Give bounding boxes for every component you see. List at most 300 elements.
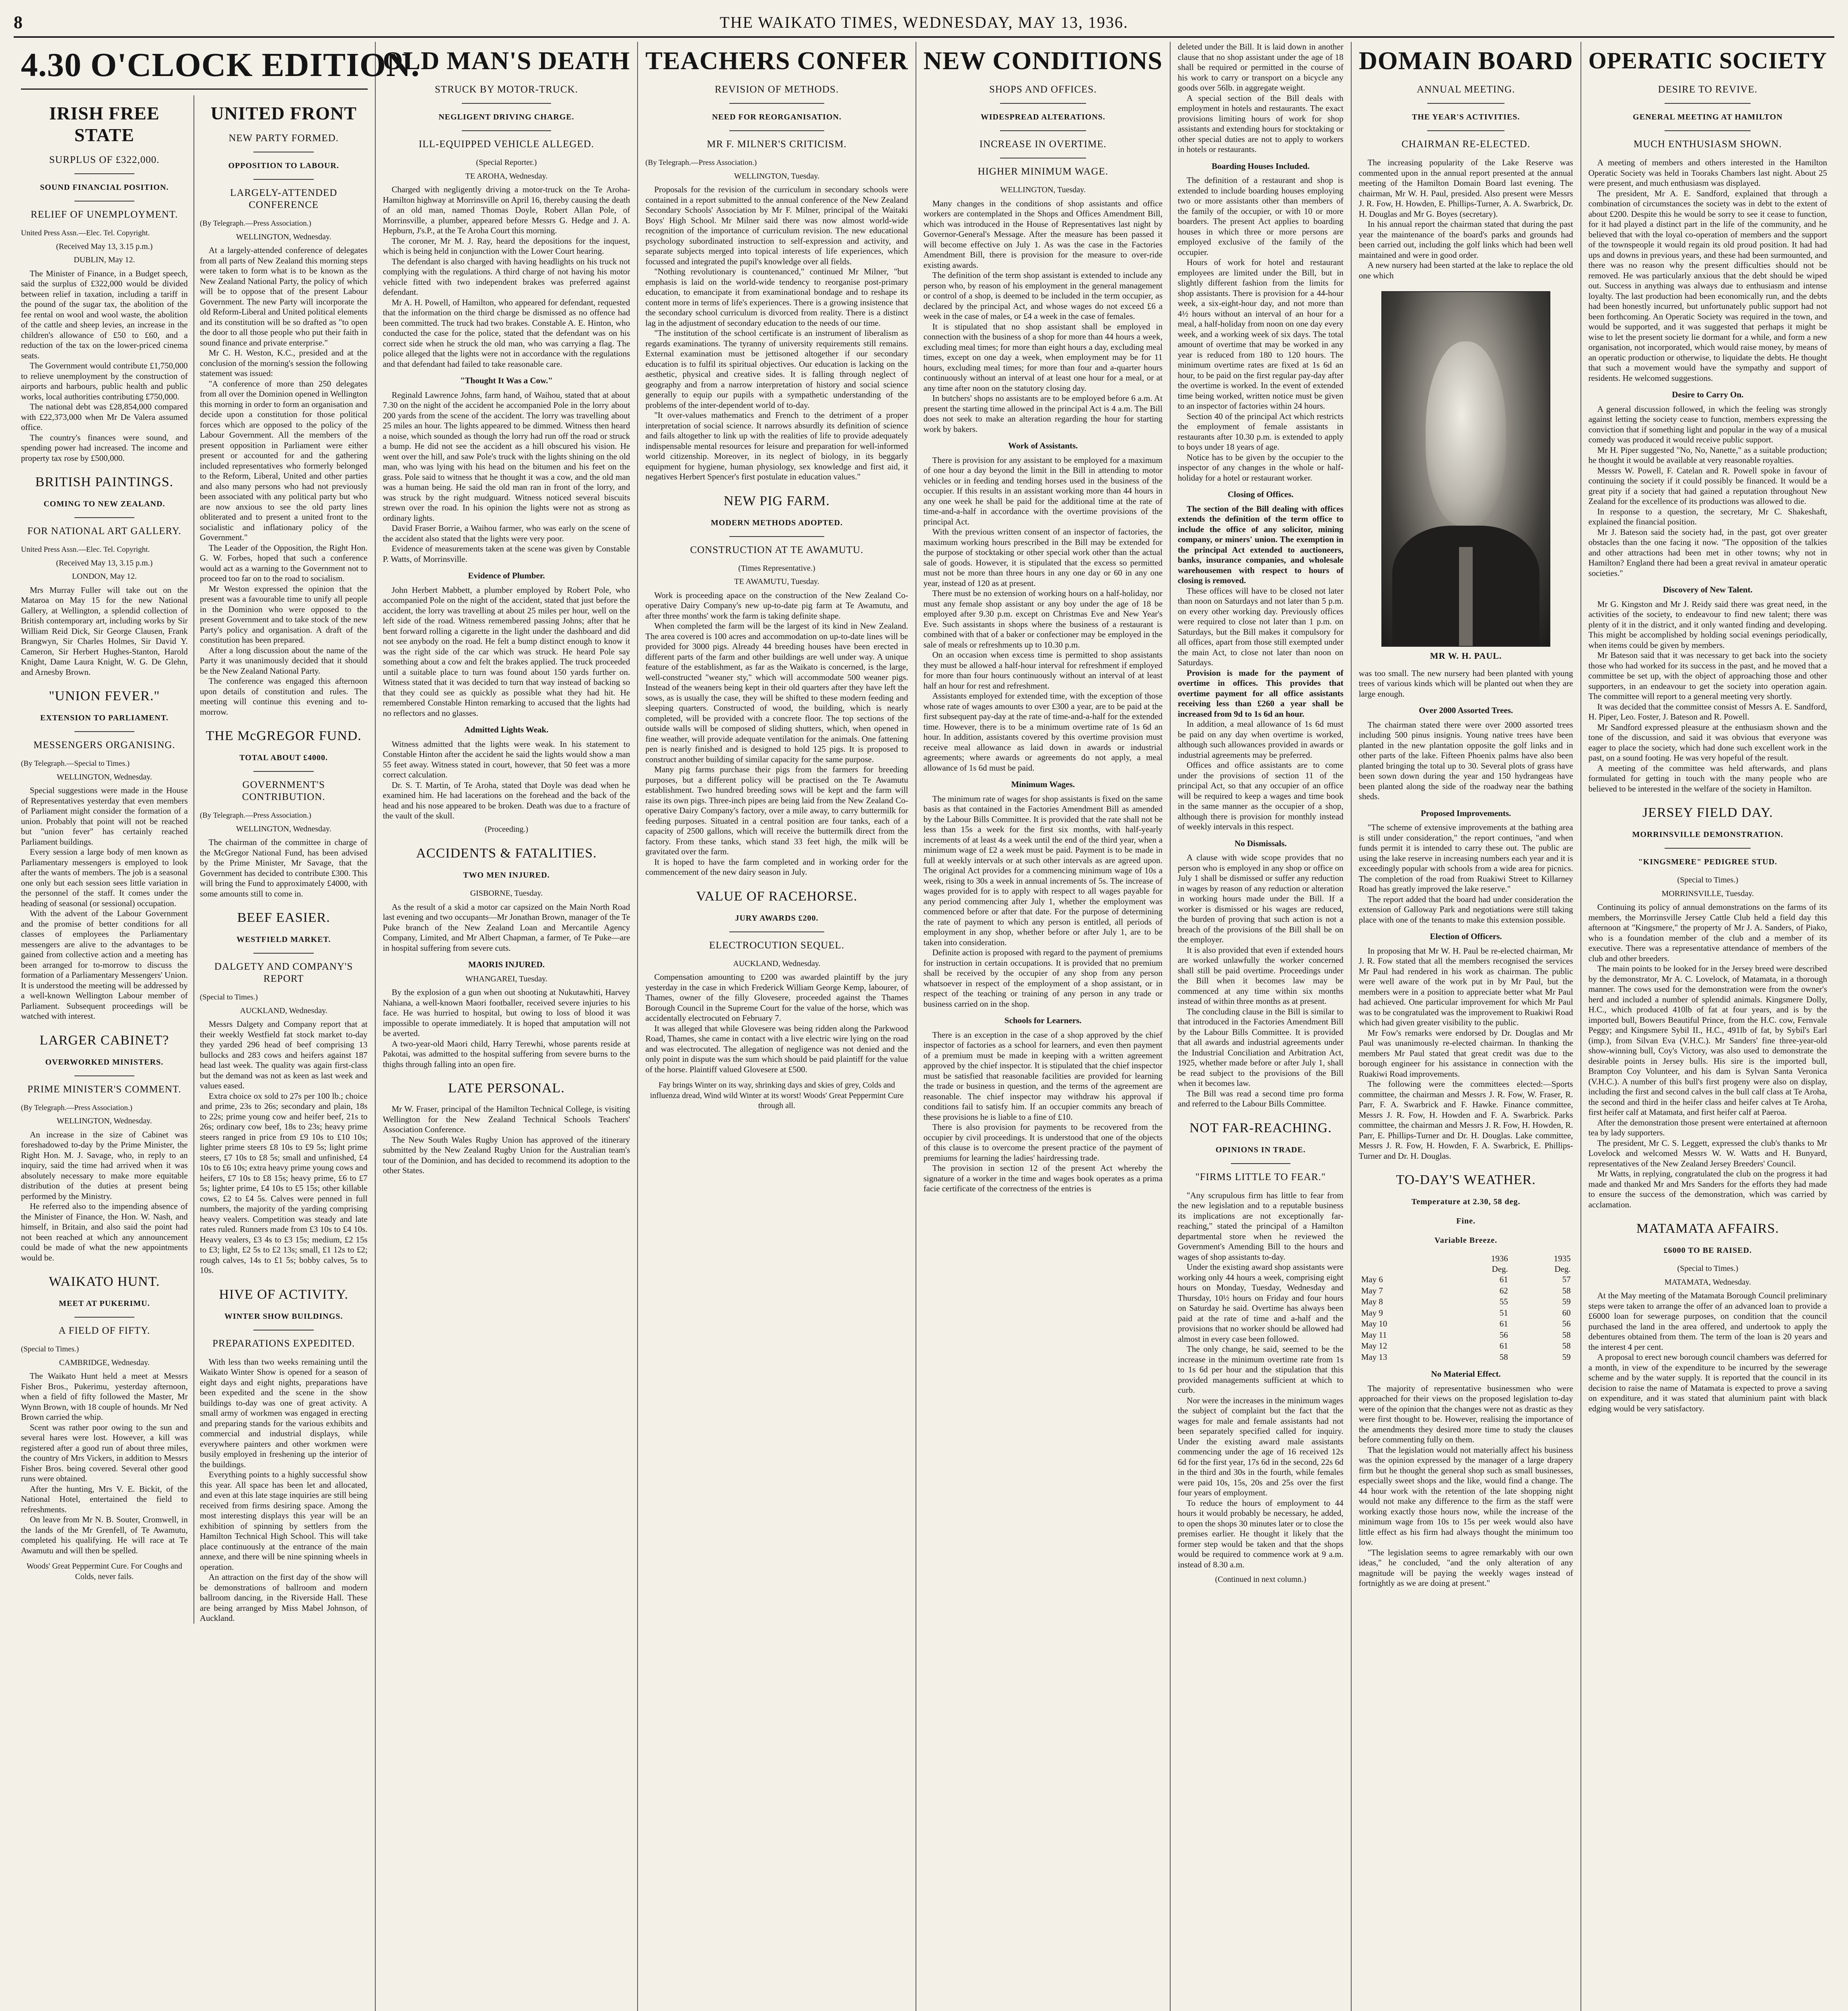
paragraph: Assistants employed for extended time, with the exception of those whose rate of wages amounts to over £300 a year, are to be paid at the first subsequent pay-day at the rate of time-and-a-half for the extended time. However, there is to be a minimum overtime rate of 1s 6d an hour. In addition, assistants covered by this overtime provision must receive meal allowance as laid down in awards or industrial agreements; where awards or agreements do not apply, a meal allowance of 1s 6d must be paid. [923,691,1163,773]
paragraph: The majority of representative businessmen who were approached for their views on the proposed legislation to-day were of the opinion that the changes were not as drastic as they were first thought to be. However, realising the importance of the amendments they desired more time to study the clauses before commenting fully on them. [1358,1383,1573,1444]
edition-block [14,42,420,2011]
table-header: 1936 [1491,1254,1508,1263]
divider [1000,103,1086,104]
paragraph: The New South Wales Rugby Union has approved of the itinerary submitted by the New Zealand Rugby Union for the Australian team's tour of the Dominion, and has decided to recommend its adoption to the other States. [383,1135,630,1175]
article-british-paintings [21,474,188,677]
table-row [1359,1352,1573,1363]
deck: MESSENGERS ORGANISING. [33,740,175,751]
headline: HIVE OF ACTIVITY. [219,1287,348,1302]
subheading: Discovery of New Talent. [1663,585,1753,594]
article-teachers-confer [645,46,908,482]
paragraph: Mr Watts, in replying, congratulated the club on the progress it had made and thanked Mr and Mrs Sanders for the efforts they had made to ensure the success of the demonstration, which was carried by acclamation. [1588,1169,1827,1209]
table-cell: May 13 [1361,1352,1387,1362]
column-8 [1581,42,1834,2011]
paragraph: The main points to be looked for in the Jersey breed were described by the demonstrator, Mr A. C. Lovelock, of Matamata, in a thorough manner. The cows used for the demonstration were from the owner's herd and included a number of splendid animals. Kingsmere Dolly, H.C., which produced 410lb of fat at four years, and is by the imported bull, Bowers Beautiful Prince, from the H.C. cow, Fernvale Peggy; and Kingsmere Sybil II., H.C., 491lb of fat, by Sybil's Earl (imp.), from Silvan Eva (V.H.C.). Mr Sanders' fine three-year-old show-winning bull, Coy's Victory, was also used to demonstrate the desirable points in Jersey bulls. His sire is the imported bull, Brampton Coy Volunteer, and his dam is Sylvan Santa Veronica (V.H.C.). A number of this bull's first progeny were also on display, including the first and second calves in the bull calf class at Te Aroha, the second and third in the heifer class and heifer calves at Te Aroha, first heifer calf at Matamata, and first heifer calf at Paeroa. [1588,964,1827,1117]
paragraph: Continuing its policy of annual demonstrations on the farms of its members, the Morrinsville Jersey Cattle Club held a field day this afternoon at "Kingsmere," the property of Mr J. A. Sanders, of Piako, who is a foundation member of the club and a member of its executive. There was a representative attendance of members of the club and other breeders. [1588,902,1827,963]
headline: THE McGREGOR FUND. [206,728,362,743]
dateline: WELLINGTON, Wednesday. [236,232,331,241]
paragraph: Mr H. Piper suggested "No, No, Nanette," as a suitable production; he thought it would be available at very reasonable royalties. [1588,445,1827,465]
paragraph: The defendant is also charged with having headlights on his truck not complying with the regulations. A third charge of not having his motor vehicle fitted with two independent brakes was preferred against defendant. [383,256,630,297]
deck: OPPOSITION TO LABOUR. [228,161,339,170]
subheading: Schools for Learners. [1004,1016,1082,1025]
byline: (Special to Times.) [1677,876,1739,884]
deck: WINTER SHOW BUILDINGS. [224,1312,343,1321]
deck: "FIRMS LITTLE TO FEAR." [1195,1171,1326,1182]
advertisement: Fay brings Winter on its way, shrinking days and skies of grey, Colds and influenza dread, Wind wild Winter at its worst! Woods' Great Peppermint Cure through all. [650,1081,904,1110]
paragraph: Compensation amounting to £200 was awarded plaintiff by the jury yesterday in the case in which Frederick William George Kemp, labourer, of Thames, owner of the filly Glovesere, proceeded against the Thames Borough Council in the Supreme Court for the value of the horse, which was accidentally electrocuted on February 7. [645,972,908,1023]
paragraph: In his annual report the chairman stated that during the past year the maintenance of the board's parks and grounds had been carried out, including the golf links which had been well maintained and were in good order. [1358,219,1573,260]
paragraph: It is also provided that even if extended hours are worked unlawfully the worker concerned shall still be paid overtime. Proceedings under the Bill when it becomes law may be commenced at any time within six months instead of within three months as at present. [1177,945,1344,1006]
edition-title: 4.30 O'CLOCK EDITION. [21,46,368,90]
paragraph: He referred also to the impending absence of the Minister of Finance, the Hon. W. Nash, and himself, in Britain, and also said the point had not been reached at which any announcement could be made of what the new appointments would be. [21,1201,188,1263]
dateline: MATAMATA, Wednesday. [1664,1277,1751,1287]
divider [1000,130,1086,131]
paragraph: "A conference of more than 250 delegates from all over the Dominion opened in Wellington this morning in order to form an organisation and decide upon a constitution for those political forces which are opposed to the policy of the Labour Government. All the members of the present opposition in Parliament were either present or accounted for and the gathering included representatives who formerly belonged to the Reform, Liberal, United and other parties and also many persons who had not previously been associated with any political party but who are now anxious to see the old party lines obliterated and to present a united front to the socialistic and inflationary policy of the Government." [200,378,368,542]
newspaper-title: THE WAIKATO TIMES, WEDNESDAY, MAY 13, 1936. [720,13,1128,31]
headline: ACCIDENTS & FATALITIES. [416,846,597,861]
subheading: Closing of Offices. [1227,489,1294,499]
dateline: WELLINGTON, Wednesday. [56,772,152,781]
subheading: Election of Officers. [1430,931,1502,941]
article-accidents [383,845,630,1069]
headline: DOMAIN BOARD [1358,46,1573,75]
deck: TOTAL ABOUT £4000. [239,753,328,762]
divider [729,931,824,932]
paragraph: "Any scrupulous firm has little to fear from the new legislation and to a reputable business its implications are not exceptionally far-reaching," stated the principal of a Hamilton departmental store when he reviewed the Government's Amending Bill to the hours and wages of shop assistants to-day. [1177,1190,1344,1262]
paragraph: The chairman of the committee in charge of the McGregor National Fund, has been advised by the Prime Minister, Mr Savage, that the Government has decided to contribute £300. This will bring the Fund to approximately £4000, with some amounts still to come in. [200,837,368,899]
table-cell: May 12 [1361,1341,1387,1351]
deck: DESIRE TO REVIVE. [1658,84,1757,95]
paragraph: When completed the farm will be the largest of its kind in New Zealand. The area covered is 100 acres and accommodation on up-to-date lines will be provided for 3000 pigs. Already 44 breeding houses have been erected in different parts of the farm and other buildings are well under way. A unique feature of the establishment, as far as the Waikato is concerned, is the large, well-constructed "weaner sty," which will accommodate 500 weaner pigs. Instead of the weaners being kept in their old quarters after they have left the sows, as is usually the case, they will be shifted to these modern feeding and sleeping quarters. Constructed of wood, the building, which is nearly completed, will be provided with a concrete floor. The top sections of the outside walls will be composed of sliding shutters, which, when opened in fine weather, will provide adequate ventilation for the animals. One fattening pen is nearly finished and is designed to hold 125 pigs. It is proposed to construct another building of similar capacity for the same purpose. [645,621,908,764]
paragraph: There is an exception in the case of a shop approved by the chief inspector of factories as a school for learners, and even then payment of a premium must be made in keeping with a written agreement approved by the chief inspector. It is stipulated that the chief inspector must be satisfied that reasonable facilities are provided for learning the trade or business in question, and the terms of the agreement are reasonable. The chief inspector may withdraw his approval if conditions fail to satisfy him. If an occupier commits any breach of these provisions he is liable to a fine of £10. [923,1030,1163,1122]
table-row [1359,1330,1573,1341]
paragraph: Extra choice ox sold to 27s per 100 lb.; choice and prime, 23s to 26s; secondary and plain, 18s to 22s; prime young cow and heifer beef, 21s to 26s; ordinary cow beef, 18s to 23s; heavy prime steers ranged in price from £9 10s to £10 10s; lighter prime steers £8 10s to £9 5s; light prime steers, £7 10s to £8 5s; small and unfinished, £4 10s to £6 10s; extra heavy prime young cows and heifers, £7 10s to £8 15s; heavy prime, £6 to £7 5s; lighter prime, £4 10s to £5 15s; other killable cows, £2 to £4 5s. Calves were penned in full numbers, the majority of the yarding comprising heavy vealers. Competition was steady and late rates ruled. Runners made from £3 10s to £4 10s. Heavy vealers, £3 4s to £3 15s; medium, £2 15s to £3; light, £2 5s to £2 13s; small, £1 12s to £2; rough calves, 14s to £1 5s; bobby calves, 5s to 10s. [200,1091,368,1275]
headline: "UNION FEVER." [49,689,160,703]
paragraph: "Nothing revolutionary is countenanced," continued Mr Milner, "but emphasis is laid on the world-wide tendency to reorganise post-primary education, to emancipate it from examinational bondage and to reshape its content more in terms of life's experiences. There is a growing insistence that the secondary school curriculum is divorced from reality. There is a distinct lag in the adjustment of secondary education to the needs of our time. [645,267,908,328]
paragraph: Every session a large body of men known as Parliamentary messengers is employed to look after the wants of members. The job is a seasonal one only but each session sees little variation in the personnel of the staff. It comes under the heading of seasonal (or sessional) occupation. [21,847,188,908]
deck: TWO MEN INJURED. [463,871,550,880]
paragraph: was too small. The new nursery had been planted with young trees of various kinds which will be planted out when they are large enough. [1358,668,1573,699]
paragraph: The Minister of Finance, in a Budget speech, said the surplus of £322,000 would be divided between relief in taxation, including a tariff in the pound of the sugar tax, the abolition of the fee rental on wool and wool waste, the abolition of the cattle and sheep levies, an increase in the children's allowance of £50 to £60, and a reduction of the tax on the lower-priced cinema seats. [21,268,188,360]
paragraph: After the hunting, Mrs V. E. Bickit, of the National Hotel, entertained the field to refreshments. [21,1484,188,1514]
byline: United Press Assn.—Elec. Tel. Copyright. [21,545,150,554]
table-cell: May 10 [1361,1319,1387,1328]
paragraph: The increasing popularity of the Lake Reserve was commented upon in the annual report presented at the annual meeting of the Hamilton Domain Board last evening. The chairman, Mr W. H. Paul, presided. Also present were Messrs J. R. Fow, H. Howden, E. Phillips-Turner, A. A. Swarbrick, Dr. H. Douglas and Mr G. Boyes (secretary). [1358,158,1573,219]
paragraph: At a largely-attended conference of delegates from all parts of New Zealand this morning steps were taken to form what is to be known as the New Zealand National Party, the policy of which will be to oppose that of the present Labour Government. The new Party will incorporate the old Reform-Liberal and United political elements and its constitution will be so drafted as "to open the door to all those people who put their faith in sound finance and private enterprise." [200,245,368,348]
dateline: WELLINGTON, Tuesday. [734,171,820,181]
article-todays-weather [1359,1172,1573,1589]
paragraph: To reduce the hours of employment to 44 hours it would probably be necessary, he added, to open the shops 30 minutes later or to close the premises earlier. He thought it likely that the former step would be taken and that the shops would be required to commence work at 9 a.m. instead of 8.30 a.m. [1177,1498,1344,1569]
table-cell: 60 [1562,1308,1571,1318]
divider [253,179,314,180]
divider [74,1317,134,1318]
deck: GOVERNMENT'S CONTRIBUTION. [242,779,325,802]
article-beef-easier [200,909,368,1276]
paragraph: After a long discussion about the name of the Party it was unanimously decided that it should be the New Zealand National Party. [200,645,368,676]
headline: NEW CONDITIONS [923,46,1163,75]
weather-temperature: Temperature at 2.30, 58 deg. [1411,1197,1521,1206]
paragraph: As the result of a skid a motor car capsized on the Main North Road last evening and two occupants—Mr Jonathan Brown, manager of the Te Puke branch of the New Zealand Loan and Mercantile Agency Company, Limited, and Mr Albert Chapman, a farmer, of Te Puke—are in hospital suffering from severe cuts. [383,902,630,953]
dateline: DUBLIN, May 12. [74,255,135,264]
paragraph: In response to a question, the secretary, Mr C. Shakeshaft, explained the financial position. [1588,506,1827,526]
deck: A FIELD OF FIFTY. [58,1325,150,1336]
deck: SURPLUS OF £322,000. [49,154,160,165]
table-cell: 58 [1562,1330,1571,1340]
paragraph: Many pig farms purchase their pigs from the farmers for breeding purposes, but a different policy will be practised on the Te Awamutu establishment. Two hundred breeding sows will be kept and the farm will raise its own pigs. Three-inch pipes are being laid from the New Zealand Co-operative Dairy Company's factory, over a mile away, to carry buttermilk for feeding purposes. Situated in a central position are four tanks, each of a capacity of 2500 gallons, which will receive the buttermilk direct from the factory. From these tanks, which stand 33 feet high, the milk will be gravitated over the farm. [645,765,908,856]
subheading: MAORIS INJURED. [468,960,545,969]
paragraph: Nor were the increases in the minimum wages the subject of complaint but the fact that the wages for male and female assistants had not been separately specified called for inquiry. Under the existing award male assistants commencing under the age of 16 received 12s 6d for the first year, 17s 6d in the second, 22s 6d in the third and 30s in the fourth, while females were paid 10s, 15s, 20s and 25s over the first four years of employment. [1177,1395,1344,1497]
paragraph: There must be no extension of working hours on a half-holiday, nor must any female shop assistant or any boy under the age of 18 be employed after 9.30 p.m. except on Christmas Eve and New Year's Eve. Such assistants in shops where the business of a restaurant is combined with that of a baker or confectioner may be employed in the sale of meals or refreshments up to 10.30 p.m. [923,588,1163,650]
table-cell: 61 [1499,1275,1508,1284]
headline: VALUE OF RACEHORSE. [696,888,858,904]
deck: COMING TO NEW ZEALAND. [43,500,165,508]
table-cell: 61 [1499,1341,1508,1351]
paragraph: In butchers' shops no assistants are to be employed before 6 a.m. At present the starting time allowed in the principal Act is 4 a.m. The Bill does not seek to make an alteration regarding the hour for starting work by bakers. [923,393,1163,434]
masthead [14,8,1834,38]
byline: (By Telegraph.—Special to Times.) [21,759,130,768]
paragraph: Hours of work for hotel and restaurant employees are limited under the Bill, but in slightly different fashion from the limits for shop assistants. There is provision for a 44-hour week, a six-eight-hour day, and not more than 4½ hours without an interval of an hour for a meal, a half-holiday from noon on one day every week, and a working week of six days. The total amount of overtime that may be worked in any year is reduced from 180 to 120 hours. The minimum overtime rates are fixed at 1s 6d an hour, to be paid on the first regular pay-day after the overtime is worked. In the event of extended time being worked, written notice must be given to an inspector of factories within 24 hours. [1177,257,1344,411]
table-row [1359,1341,1573,1352]
divider [1427,130,1504,131]
paragraph: There is also provision for payments to be recovered from the occupier by civil proceedings. It is understood that one of the objects of this clause is to overcome the present practice of the payment of premiums for learning the ladies' hairdressing trade. [923,1122,1163,1163]
paragraph: By the explosion of a gun when out shooting at Nukutawhiti, Harvey Nahiana, a well-known Maori footballer, received severe injuries to his face. He was hurried to hospital, but owing to loss of blood it was impossible to operate immediately. It is hoped that amputation will not be averted. [383,987,630,1038]
divider [253,953,314,954]
divider [74,201,134,202]
paragraph: "The legislation seems to agree remarkably with our own ideas," he concluded, "and the only alteration of any magnitude will be paying the weekly wages instead of fortnightly as we are doing at present." [1358,1547,1573,1588]
paragraph: Mr Fow's remarks were endorsed by Dr. Douglas and Mr Paul was unanimously re-elected chairman. In thanking the members Mr Paul stated that great credit was due to the borough engineer for his assistance in connection with the Ruakiwi Road improvements. [1358,1028,1573,1079]
table-cell: 57 [1562,1275,1571,1284]
deck: JURY AWARDS £200. [735,913,819,923]
paragraph: Offices and office assistants are to come under the provisions of section 11 of the principal Act, so that any occupier of an office will be required to keep a wages and time book in the same manner as the occupier of a shop, although there is provision for monthly instead of weekly intervals in this respect. [1177,760,1344,831]
article-union-fever [21,688,188,1022]
subheading: "Thought It Was a Cow." [460,376,553,385]
column-2 [194,95,368,1624]
deck: PREPARATIONS EXPEDITED. [212,1338,355,1349]
paragraph: The report added that the board had under consideration the extension of Galloway Park and negotiations were still taking place with one of the tenants to make this extension possible. [1358,894,1573,925]
deck: MORRINSVILLE DEMONSTRATION. [1632,830,1784,839]
paragraph: Mr C. H. Weston, K.C., presided and at the conclusion of the morning's session the following statement was issued: [200,348,368,378]
byline: (Special Reporter.) [476,158,537,167]
paragraph: The Waikato Hunt held a meet at Messrs Fisher Bros., Pukerimu, yesterday afternoon, when a field of fifty followed the Master, Mr Wynn Brown, with 18 couple of hounds. Mr Ned Brown carried the whip. [21,1371,188,1422]
paragraph: With the previous written consent of an inspector of factories, the maximum working hours prescribed in the Bill may be extended for the purpose of stocktaking or other special work other than the actual sale of goods. However, it is stipulated that the excess so permitted must not be more than three hours in any one day or 60 in any one year, instead of 120 as at present. [923,527,1163,588]
article-operatic-society [1589,46,1827,794]
received-line: (Received May 13, 3.15 p.m.) [56,242,153,251]
divider [1427,103,1504,104]
byline: (By Telegraph.—Press Association.) [21,1103,132,1112]
article-new-conditions [924,46,1163,1194]
paragraph: It is hoped to have the farm completed and in working order for the commencement of the new dairy season in July. [645,857,908,877]
paragraph: Messrs W. Powell, F. Catelan and R. Powell spoke in favour of continuing the society if it could possibly be financed. It would be a great pity if a society that had gained a reputation throughout New Zealand for the excellence of its productions was allowed to die. [1588,465,1827,506]
table-row [1359,1296,1573,1308]
paragraph: Everything points to a highly successful show this year. All space has been let and allocated, and even at this late stage inquiries are still being received from firms desiring space. Among the most interesting displays this year will be an exhibition of spinning by settlers from the Hamilton Technical High School. This will take place continuously at the entrance of the main annexe, and there will be nine spinning wheels in operation. [200,1470,368,1572]
paragraph: Scent was rather poor owing to the sun and several hares were lost. However, a kill was registered after a good run of about three miles, the country of Mrs Vickers, in addition to Messrs Fisher Bros. being covered. Several other good runs were obtained. [21,1422,188,1483]
table-header [1359,1254,1448,1264]
divider [1231,1163,1290,1164]
advertisement: Woods' Great Peppermint Cure. For Coughs and Colds, never fails. [26,1562,182,1581]
deck: DALGETY AND COMPANY'S REPORT [214,961,353,984]
table-row [1359,1274,1573,1285]
column-3 [376,42,638,2011]
paragraph: A special section of the Bill deals with employment in hotels and restaurants. The exact provisions limiting hours of work for shop assistants and extending hours for stocktaking or other special duties are not to apply to workers in hotels or restaurants. [1177,93,1344,154]
weather-condition: Fine. [1456,1217,1476,1226]
headline: OLD MAN'S DEATH [383,46,630,75]
dateline: AUCKLAND, Wednesday. [733,959,821,968]
headline: LARGER CABINET? [39,1032,169,1048]
paragraph: The president, Mr A. E. Sandford, explained that through a combination of circumstances the society was in debt to the extent of about £200. Despite this he would be sorry to see it cease to function, for it had played a distinct part in the life of the community, and he believed that with the loyal co-operation of members and the support of the townspeople it would regain its old proud position. It had had ups and downs in previous years, and these had been surmounted, and there was no reason why the present difficulties should not be removed. He was particularly anxious that the debt should be wiped out. Success in anything was always due to enthusiasm and intense loyalty. The last production had been economically run, and the debts had been honestly incurred, but unfortunately public support had not been forthcoming. An Operatic Society was required in the town, and would be supported, and it was suggested that perhaps it might be wise to let the present society lie dormant for a while, and form a new organisation, not incorporated, which would raise money, by means of an operatic production or otherwise, to liquidate the debts. He thought that such a movement would have the sympathy and support of residents. He welcomed suggestions. [1588,188,1827,383]
table-cell: May 9 [1361,1308,1383,1318]
deck: RELIEF OF UNEMPLOYMENT. [31,209,178,220]
paragraph: David Fraser Borrie, a Waihou farmer, who was early on the scene of the accident also stated that the lights were very poor. [383,523,630,543]
paragraph: Mr Bateson said that it was necessary to get back into the society those who had worked for its success in the past, and he moved that a committee be set up, with the object of approaching those and other supporters, in an endeavour to get the society into operation again. The committee will report to a general meeting very shortly. [1588,650,1827,701]
headline: JERSEY FIELD DAY. [1642,805,1773,820]
headline: TEACHERS CONFER [645,46,908,75]
deck: THE YEAR'S ACTIVITIES. [1412,113,1520,121]
paragraph: Notice has to be given by the occupier to the inspector of any changes in the whole or half-holiday for a hotel or restaurant worker. [1177,452,1344,483]
paragraph: Special suggestions were made in the House of Representatives yesterday that even members of Parliament might consider the formation of a union. Probably that point will not be reached but "union fever" has certainly reached Parliament buildings. [21,785,188,847]
paragraph: The only change, he said, seemed to be the increase in the minimum overtime rate from 1s to 1s 6d per hour and the stipulation that this provided managements sufficient at which to curb. [1177,1344,1344,1395]
paragraph: The section of the Bill dealing with offices extends the definition of the term office to include the office of any solicitor, mining company, or miners' union. The exemption in the principal Act extended to auctioneers, banks, insurance companies, and wholesale warehousemen with respect to hours of closing is removed. [1177,504,1344,585]
table-header: Deg. [1554,1264,1571,1274]
deck: WESTFIELD MARKET. [236,935,331,944]
dateline: WELLINGTON, Wednesday. [56,1117,152,1125]
table-cell: 58 [1562,1341,1571,1351]
weather-wind: Variable Breeze. [1434,1236,1498,1245]
table-row [1359,1285,1573,1297]
table-cell: May 7 [1361,1285,1383,1295]
paragraph: A clause with wide scope provides that no person who is employed in any shop or office on July 1 shall be dismissed or suffer any reduction in wages by reason of any reduction or alteration in working hours made under the Bill. If a worker is dismissed or his wages are reduced, the burden of proving that such action is not a breach of the provisions of the Bill shall be on the employer. [1177,853,1344,944]
divider [729,103,824,104]
paragraph: Proposals for the revision of the curriculum in secondary schools were contained in a report submitted to the annual conference of the New Zealand Secondary Schools' Association by Mr F. Milner, principal of the Waitaki Boys' High School. Mr Milner said there was now almost world-wide recognition of the importance of curriculum revision. The new educational psychology subordinated instruction to self-expression and activity, and separate subjects merged into topical interests of life experiences, which focussed and integrated the pupil's knowledge over all fields. [645,185,908,266]
headline: NOT FAR-REACHING. [1189,1120,1332,1135]
article-late-personal [383,1080,630,1176]
byline: (Special to Times.) [21,1345,79,1353]
dateline: WHANGAREI, Tuesday. [465,974,547,983]
article-value-of-racehorse [645,888,908,1111]
subheading: Admitted Lights Weak. [464,725,549,734]
deck: OVERWORKED MINISTERS. [45,1057,164,1067]
paragraph: It is stipulated that no shop assistant shall be employed in connection with the business of a shop for more than 44 hours a week, excluding meal times; for more than eight hours a day, excluding meal times, except on one day a week, when employment may be for 11 hours, excluding meal times; for more than four and a-quarter hours continuously without an interval of at least one hour for a meal, or at any time after noon on the statutory closing day. [923,321,1163,393]
paragraph: In proposing that Mr W. H. Paul be re-elected chairman, Mr J. R. Fow stated that all the members recognised the services Mr Paul had rendered in his work as chairman. The public were well aware of the work put in by Mr Paul, but the members were in a position to appreciate better what Mr Paul had achieved. One particular improvement for which Mr Paul was to be congratulated was the improvement to Ruakiwi Road which had given greater visibility to the public. [1358,946,1573,1027]
deck: MR F. MILNER'S CRITICISM. [707,139,847,150]
deck: CONSTRUCTION AT TE AWAMUTU. [690,544,864,555]
byline: (By Telegraph.—Press Association.) [200,219,311,228]
deck: HIGHER MINIMUM WAGE. [978,166,1108,177]
deck: GENERAL MEETING AT HAMILTON [1633,113,1783,121]
paragraph: With the advent of the Labour Government and the promise of better conditions for all classes of employees the Parliamentary messengers are alive to the advantages to be gained from collective action and a meeting has been arranged for to-morrow to discuss the formation of a Parliamentary Messengers' Union. It is understood the meeting will be addressed by a well-known Wellington Labour member of Parliament. Subsequent proceedings will be watched with interest. [21,909,188,1021]
table-cell: 59 [1562,1297,1571,1306]
divider [74,517,134,518]
photo-tie [1459,547,1472,646]
deck: NEW PARTY FORMED. [228,133,339,144]
table-cell: 58 [1499,1352,1508,1362]
divider [1665,848,1751,849]
headline: MATAMATA AFFAIRS. [1636,1221,1779,1236]
deck: MODERN METHODS ADOPTED. [710,518,843,527]
paragraph: "The institution of the school certificate is an instrument of liberalism as regards examinations. The tyranny of university requirements still remains. External examination must be jettisoned altogether if our secondary education is to fulfil its spiritual objectives. Our education is lacking on the aesthetic, physical and creative sides. It is falling through neglect of geography and from a narrow interpretation of history and social science generally to equip our pupils with a sympathetic understanding of the problems of the inter-dependent world of to-day. [645,328,908,410]
paragraph: The Government would contribute £1,750,000 to relieve unemployment by the construction of airports and harbours, public health and public works, local authorities contributing £750,000. [21,361,188,401]
portrait-photo [1381,291,1550,647]
paragraph: The conference was engaged this afternoon upon details of constitution and rules. The meeting will continue this evening and to-morrow. [200,676,368,717]
paragraph: Section 40 of the principal Act which restricts the employment of female assistants in restaurants after 10.30 p.m. is extended to apply to boys under 18 years of age. [1177,411,1344,452]
deck: £6000 TO BE RAISED. [1663,1246,1752,1255]
deck: STRUCK BY MOTOR-TRUCK. [434,84,578,95]
paragraph: On an occasion when excess time is permitted to shop assistants they must be allowed a half-hour interval for refreshment if employed for more than four hours continuously without an interval of at least half an hour for rest and refreshment. [923,650,1163,691]
dateline: AUCKLAND, Wednesday. [240,1006,327,1015]
byline: (By Telegraph.—Press Association.) [645,158,757,167]
table-cell: 58 [1562,1285,1571,1295]
paragraph: Messrs Dalgety and Company report that at their weekly Westfield fat stock market to-day they yarded 296 head of beef comprising 13 bullocks and 283 cows and heifers against 187 head last week. The quality was again first-class but the demand was not as keen as last week and values eased. [200,1019,368,1090]
paragraph: In addition, a meal allowance of 1s 6d must be paid on any day when overtime is worked, although such allowances provided in awards or industrial agreements may be preferred. [1177,719,1344,760]
table-cell: 56 [1499,1330,1508,1340]
paragraph: The minimum rate of wages for shop assistants is fixed on the same basis as that contained in the Factories Amendment Bill as amended by the Labour Bills Committee. It is provided that the rate shall not be less than 15s a week for the first six months, with half-yearly increments of at least 4s a week until the end of the third year, when a minimum wage of £2 a week must be paid. Payment is to be made in full at weekly intervals or at such other intervals as are agreed upon. The original Act provides for a commencing minimum wage of 10s a week, rising to 30s a week in annual increments of 5s. The increase of wages provided for is to apply with respect to all wages payable for any period commencing after July 1, whether the employment was commenced before or after that date. For the purpose of determining the rate of payment to which any person is entitled, all periods of employment in any shop, whether before or after July 1, are to be taken into consideration. [923,794,1163,947]
article-new-pig-farm [645,493,908,878]
paragraph: A meeting of members and others interested in the Hamilton Operatic Society was held in Tooraks Chambers last night. About 25 were present, and much enthusiasm was displayed. [1588,158,1827,188]
paragraph: Reginald Lawrence Johns, farm hand, of Waihou, stated that at about 7.30 on the night of the accident he accompanied Pole in the lorry about 200 yards from the scene of the accident. The lorry was travelling about 25 miles an hour. The lights appeared to be dimmed. Witness then heard a noise, which sounded as though the lorry had run off the road or struck a bump. He did not see the accident as a hill obscured his vision. He went over the hill, and saw Pole's truck with the lights shining on the old man, who was lying with his head on the bitumen and his feet on the grass. Pole said to witness that he thought it was a cow, and the old man was a human being. He said the old man ran in front of the lorry, and was struck by the right mudguard. Witness noticed several biscuits strewn over the road. In his opinion the lights were not as strong as ordinary lights. [383,390,630,523]
deck: CHAIRMAN RE-ELECTED. [1401,139,1531,150]
paragraph: The definition of the term shop assistant is extended to include any person who, by reason of his employment in the general management or control of a shop, is deemed to be included in the term occupier, as declared by the principal Act, and whose wages do not exceed £6 a week in the case of males, or £4 a week in the case of females. [923,270,1163,321]
divider [1665,103,1751,104]
paragraph: "The scheme of extensive improvements at the bathing area is still under consideration," the report continues, "and when funds permit it is intended to carry these out. The public are using the lake reserve in increasing numbers each year and it is exceedingly popular with schools from a wide area for picnics. The completion of the road from Ruakiwi Street to Killarney Road has greatly improved the lake reserve." [1358,822,1573,894]
article-matamata-affairs [1589,1220,1827,1414]
table-cell: May 6 [1361,1275,1383,1284]
paragraph: There is provision for any assistant to be employed for a maximum of one hour a day beyond the limit in the Bill in attending to motor vehicles or in feeding and tending horses used in the business of the occupier. If this results in an assistant working more than 44 hours in any one week he shall be paid for the additional time at the rate of time-and-a-half in accordance with the overtime provisions of the principal Act. [923,455,1163,526]
paragraph: These offices will have to be closed not later than noon on Saturdays and not later than 5 p.m. on every other working day. Previously offices were required to close not later than 1 p.m. on Saturdays, but the Bill makes it compulsory for all offices, apart from those still exempted under the main Act, to close not later than noon on Saturdays. [1177,586,1344,667]
deck: ILL-EQUIPPED VEHICLE ALLEGED. [418,139,594,150]
deck: NEGLIGENT DRIVING CHARGE. [438,113,574,121]
paragraph: A two-year-old Maori child, Harry Terewhi, whose parents reside at Pakotai, was admitted to the hospital suffering from severe burns to the thighs through falling into an open fire. [383,1038,630,1069]
paragraph: With less than two weeks remaining until the Waikato Winter Show is opened for a season of eight days and eight nights, preparations have been expedited and the scene in the show buildings to-day was one of great activity. A small army of workmen was engaged in erecting and preparing stands for the various exhibits and commercial and industrial displays, while everywhere painters and other workmen were busily employed in freshening up the interior of the buildings. [200,1357,368,1469]
deck: INCREASE IN OVERTIME. [979,139,1107,150]
divider [462,130,551,131]
divider [253,771,314,772]
paragraph: Mr J. Bateson said the society had, in the past, got over greater obstacles than the one facing it now. "The opposition of the talkies and other attractions had been met in other towns; why not in Hamilton? England there had been a great revival in amateur operatic societies." [1588,527,1827,578]
paragraph: After the demonstration those present were entertained at afternoon tea by lady supporters. [1588,1117,1827,1137]
paragraph: The concluding clause in the Bill is similar to that introduced in the Factories Amendment Bill by the Labour Bills Committee. It is provided that all awards and industrial agreements under the Industrial Conciliation and Arbitration Act, 1925, whether made before or after July 1, shall be read subject to the provisions of the Bill when it becomes law. [1177,1006,1344,1088]
article-larger-cabinet [21,1032,188,1263]
article-united-front [200,103,368,717]
deck: MUCH ENTHUSIASM SHOWN. [1634,139,1782,150]
paragraph: Mr Weston expressed the opinion that the present was a favourable time to unify all people in the Dominion who were opposed to the present Government and to take stock of the new Party's policy and organisation. A draft of the constitution has been prepared. [200,584,368,645]
divider [462,103,551,104]
article-irish-free-state [21,103,188,463]
headline: NEW PIG FARM. [724,493,830,508]
headline: WAIKATO HUNT. [49,1274,160,1289]
byline: (Times Representative.) [738,563,815,573]
subheading: Work of Assistants. [1008,441,1078,450]
subheading: Minimum Wages. [1011,779,1075,789]
column-7 [1352,42,1581,2011]
deck: SHOPS AND OFFICES. [989,84,1097,95]
deck: EXTENSION TO PARLIAMENT. [40,714,169,722]
article-jersey-field-day [1589,804,1827,1210]
photo-face [1426,341,1506,526]
paragraph: A meeting of the committee was held afterwards, and plans formulated for getting in touch with the many people who are believed to be interested in the welfare of the society in Hamilton. [1588,763,1827,794]
deck: WIDESPREAD ALTERATIONS. [980,113,1105,121]
paragraph: The Bill was read a second time pro forma and referred to the Labour Bills Committee. [1177,1088,1344,1108]
headline: TO-DAY'S WEATHER. [1396,1172,1536,1187]
table-cell: 61 [1499,1319,1508,1328]
table-header [1359,1264,1448,1275]
column-6 [1171,42,1352,2011]
article-domain-board [1359,46,1573,1161]
divider [729,536,824,537]
dateline: TE AROHA, Wednesday. [465,171,548,181]
divider [74,173,134,174]
paragraph: Dr. S. T. Martin, of Te Aroha, stated that Doyle was dead when he examined him. He had lacerations on the forehead and the back of the head and his nose appeared to be broken. Death was due to a fracture of the vault of the skull. [383,780,630,820]
table-cell: 62 [1499,1285,1508,1295]
table-cell: 55 [1499,1297,1508,1306]
deck: FOR NATIONAL ART GALLERY. [27,526,181,537]
table-header: Deg. [1492,1264,1508,1274]
paragraph: A general discussion followed, in which the feeling was strongly against letting the society cease to function, members expressing the conviction that if something light and popular in the way of a musical comedy was produced it would receive public support. [1588,404,1827,444]
subheading: Desire to Carry On. [1672,390,1744,399]
byline: (Special to Times.) [1677,1264,1739,1273]
paragraph: Witness admitted that the lights were weak. In his statement to Constable Hinton after the accident he said the lights would show a man 55 feet away. Witness stated in court, however, that 50 feet was a more correct calculation. [383,739,630,779]
paragraph: Many changes in the conditions of shop assistants and office workers are contemplated in the Shops and Offices Amendment Bill, which was introduced in the House of Representatives last night by Governor-General's Message. After the measure has been passed it will become effective on July 1. As was the case in the Factories Amendment Bill, there is provision for the measure to over-ride existing awards. [923,198,1163,270]
paragraph: The chairman stated there were over 2000 assorted trees including 500 pinus insignis. Young native trees have been planted in the new plantation opposite the golf links and in other parts of the lake. Fifteen Phoenix palms have also been planted bringing the total up to 30. Several plots of grass have been sown down during the year and 150 hydrangeas have been planted along the side of the roadway near the bathing sheds. [1358,720,1573,801]
divider [1665,130,1751,131]
subheading: No Material Effect. [1431,1369,1501,1379]
table-row [1359,1308,1573,1319]
headline: OPERATIC SOCIETY [1588,47,1827,74]
byline: (By Telegraph.—Press Association.) [200,811,311,820]
dateline: LONDON, May 12. [72,572,137,581]
article-old-mans-death [383,46,630,835]
paragraph: It was decided that the committee consist of Messrs A. E. Sandford, H. Piper, Leo. Foster, J. Bateson and R. Powell. [1588,701,1827,722]
paragraph: Mr A. H. Powell, of Hamilton, who appeared for defendant, requested that the information on the third charge be dismissed as no offence had been committed. The truck had two brakes. Constable A. E. Hinton, who conducted the case for the police, stated that the defendant was on his correct side when he struck the old man, who was carrying a flag. The police alleged that the lights were not in accordance with the regulations and that defendant had failed to take reasonable care. [383,297,630,369]
table-cell: May 11 [1361,1330,1387,1340]
paragraph: The president, Mr C. S. Leggett, expressed the club's thanks to Mr Lovelock and welcomed Messrs W. W. Watts and H. Bunyard, representatives of the New Zealand Jersey Breeders' Council. [1588,1138,1827,1168]
table-row [1359,1318,1573,1330]
deck: SOUND FINANCIAL POSITION. [40,183,169,192]
paragraph: That the legislation would not materially affect his business was the opinion expressed by the manager of a large drapery firm but he thought the general shop such as small businesses, especially sweet shops and the like, would find a change. The 44 hour work with the retention of the late shopping night would not make any difference to the firm as the staff were working exactly those hours now, while the increase of the minimum wage from 10s to 15s per week would also have little effect as his firm had always thought the minimum too low. [1358,1445,1573,1547]
dateline: TE AWAMUTU, Tuesday. [734,577,819,586]
headline: BRITISH PAINTINGS. [35,475,174,489]
subheading: Boarding Houses Included. [1212,161,1310,171]
page-number: 8 [14,12,23,32]
column-grid [14,42,1834,2011]
table-cell: 51 [1499,1308,1508,1318]
paragraph: Work is proceeding apace on the construction of the New Zealand Co-operative Dairy Company's new up-to-date pig farm at Te Awamutu, and after three months' work the farm is taking definite shape. [645,590,908,621]
deck: PRIME MINISTER'S COMMENT. [27,1084,181,1095]
paragraph: Provision is made for the payment of overtime in offices. This provides that overtime payment for all office assistants receiving less than £260 a year shall be increased from 9d to 1s 6d an hour. [1177,668,1344,719]
divider [74,731,134,732]
paragraph: It was alleged that while Glovesere was being ridden along the Parkwood Road, Thames, she came in contact with a live electric wire lying on the road and was electrocuted. The allegation of negligence was not denied and the only point in dispute was the sum which should be paid plaintiff for the value of the horse. Plaintiff valued Glovesere at £500. [645,1023,908,1074]
table-cell: 56 [1562,1319,1571,1328]
proceeding-note: (Proceeding.) [484,825,529,834]
dateline: MORRINSVILLE, Tuesday. [1661,889,1754,898]
paragraph: Mr Sandford expressed pleasure at the enthusiasm shown and the tone of the discussion, and said it was obvious that everyone was eager to place the society, which had done such excellent work in the past, on a sound footing. He was very hopeful of the result. [1588,722,1827,763]
paragraph: Charged with negligently driving a motor-truck on the Te Aroha-Hamilton highway at Morrinsville on April 16, thereby causing the death of an old man, named Thomas Doyle, Robert Allan Pole, of Morrinsville, a plumber, appeared before Messrs G. Hedge and J. A. Hepburn, J's.P., at the Te Aroha Court this morning. [383,185,630,235]
article-new-conditions-continued [1178,42,1344,1109]
received-line: (Received May 13, 3.15 p.m.) [56,558,153,568]
article-hive-of-activity [200,1286,368,1624]
photo-caption: MR W. H. PAUL. [1430,651,1502,661]
deck: "KINGSMERE" PEDIGREE STUD. [1638,857,1778,866]
deck: LARGELY-ATTENDED CONFERENCE [230,187,337,210]
paragraph: "It over-values mathematics and French to the detriment of a proper interpretation of social science. It narrows absurdly its definition of science and fails altogether to link up with the realities of life to provide adequately indispensable mental resources for leisure and preparation for well-informed world citizenship. Moreover, in its neglect of biology, in its beggarly equipment for hygiene, human physiology, sex knowledge and first aid, it negatives Herbert Spencer's first postulate in education values." [645,410,908,481]
table-header: 1935 [1554,1254,1571,1263]
dateline: WELLINGTON, Wednesday. [236,824,331,833]
headline: LATE PERSONAL. [448,1081,565,1096]
paragraph: The Leader of the Opposition, the Right Hon. G. W. Forbes, hoped that such a conference would act as a warning to the Government not to proceed too far on to the road to socialism. [200,543,368,583]
paragraph: A proposal to erect new borough council chambers was deferred for a month, in view of the expenditure to be incurred by the sewerage scheme and by the water supply. It is reported that the council in its decision to raise the name of Matamata is expected to prove a saving on expenditure, and it was stated that aluminium paint with black edging would be very satisfactory. [1588,1352,1827,1413]
headline: BEEF EASIER. [237,910,330,925]
paragraph: Mrs Murray Fuller will take out on the Mataroa on May 15 for the new National Gallery, at Wellington, a splendid collection of British contemporary art, including works by Sir William Reid Dick, Sir George Clausen, Frank Brangwyn, Sir Charles Holmes, Sir David Y. Cameron, Sir Herbert Hughes-Stanton, Harold Knight, Dame Laura Knight, W. G. De Glehn, and Arnesby Brown. [21,585,188,677]
paragraph: John Herbert Mabbett, a plumber employed by Robert Pole, who accompanied Pole on the night of the accident, stated that just before the accident, the lorry was travelling at about 25 miles per hour, well on the left side of the road. Witness remembered passing Johns; after that he bent forward rolling a cigarette in the light under the dashboard and did not see anybody on the road. He felt a bump distinct enough to know it was the right side of the car which was struck. He heard Pole say something about a cow and felt the brakes applied. The truck proceeded until a suitable place to turn was found about 150 yards further on. Witness stated that it was decided to turn that way instead of backing so that they could see as quickly as possible what they had hit. He remembered Constable Hinton remarking to accused that the lights had no reflectors and no glasses. [383,585,630,718]
paragraph: At the May meeting of the Matamata Borough Council preliminary steps were taken to arrange the offer of an advanced loan to provide a £6000 loan for sewerage purposes, on condition that the council purchased the land in the area offered, and undertook to apply the debentures obtained from them. The term of the loan is 20 years and the interest 4 per cent. [1588,1291,1827,1352]
paragraph: Evidence of measurements taken at the scene was given by Constable P. Watts, of Morrinsville. [383,544,630,564]
